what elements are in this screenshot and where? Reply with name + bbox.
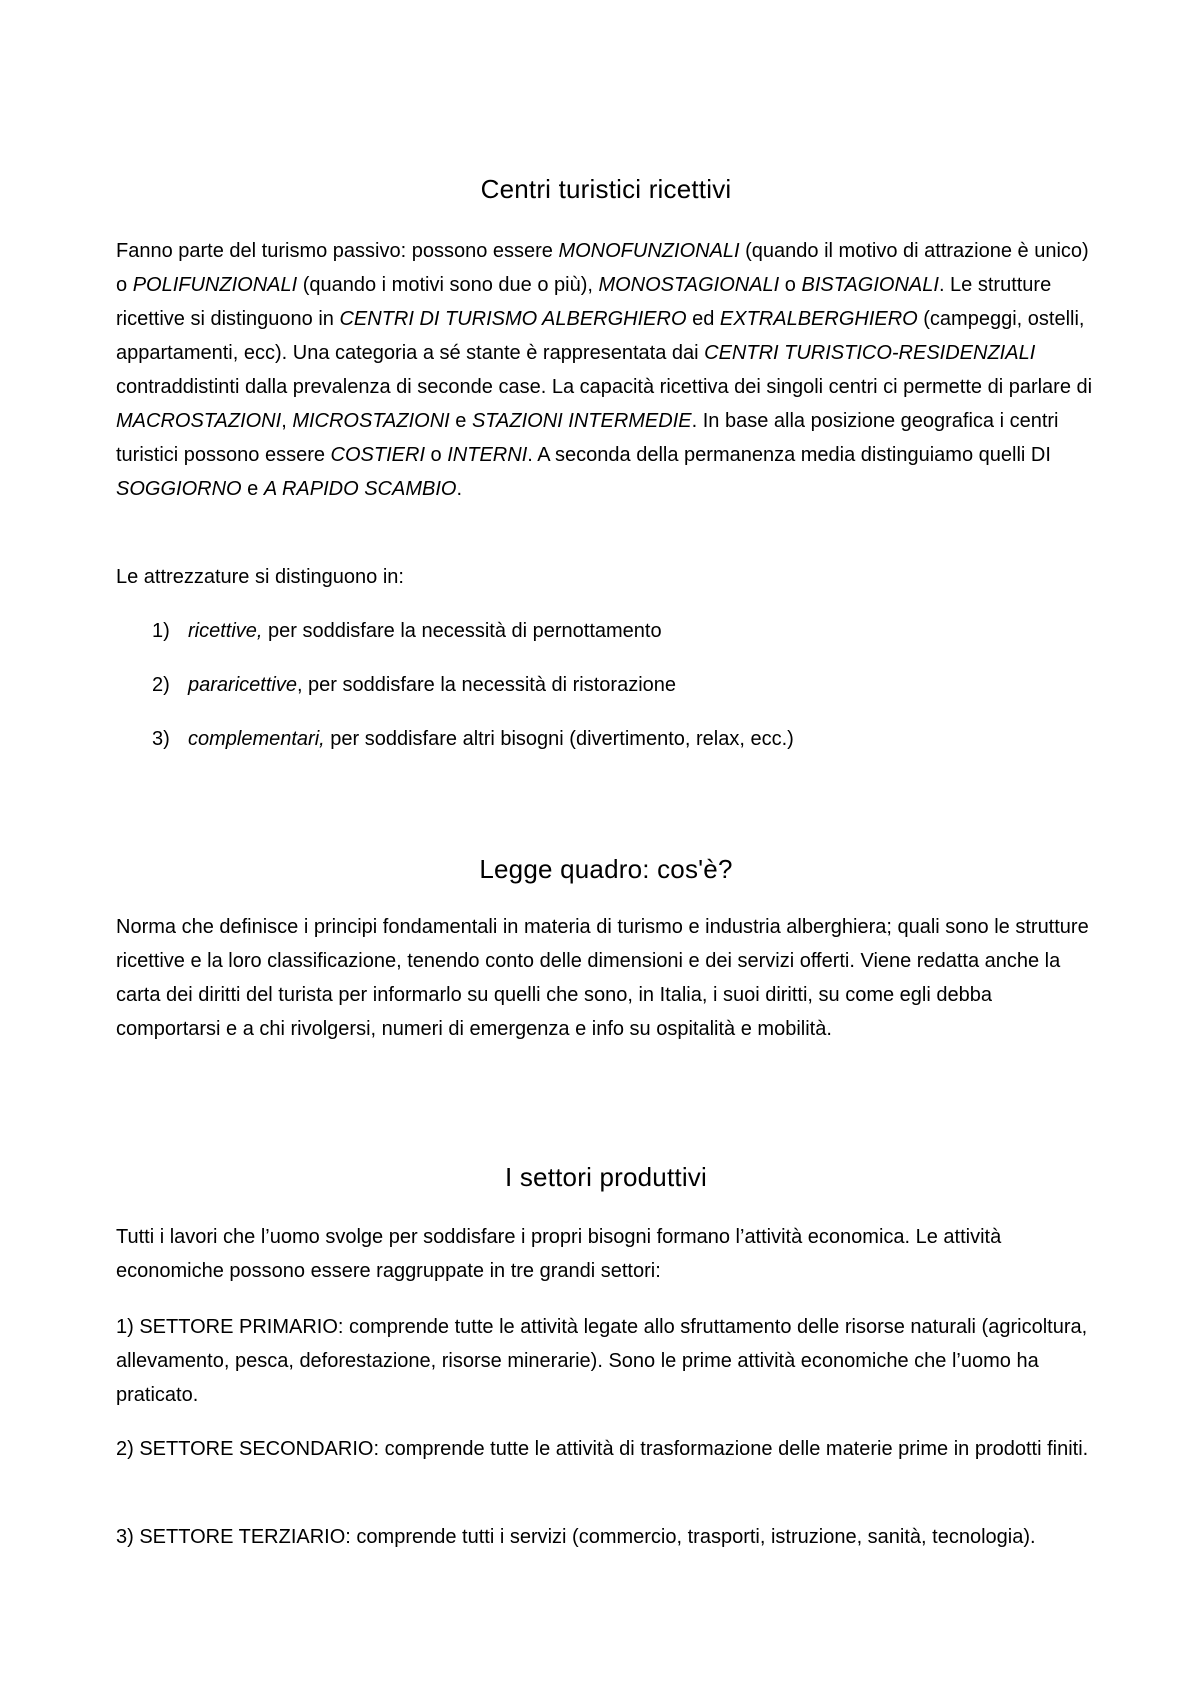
italic-term: INTERNI bbox=[447, 444, 528, 466]
section-title-legge-quadro: Legge quadro: cos'è? bbox=[479, 854, 733, 884]
paragraph-text: . In base alla posizione geografica i centri turistici possono essere bbox=[116, 410, 1059, 466]
paragraph-text: contraddistinti dalla prevalenza di seconde case. La capacità ricettiva dei singoli centri ci permette di parlare di bbox=[116, 376, 1093, 398]
legge-quadro-paragraph: Norma che definisce i principi fondamentali in materia di turismo e industria alberghiera; quali sono le strutture ricettive e la loro classificazione, tenendo conto delle dimensioni e dei servizi offerti. Viene redatta anche la carta dei diritti del turista per informarlo su quelli che sono, in Italia, i suoi diritti, su come egli debba comportarsi e a chi rivolgersi, numeri di emergenza e info su ospitalità e mobilità. bbox=[116, 916, 1089, 1040]
settori-intro: Tutti i lavori che l’uomo svolge per soddisfare i propri bisogni formano l’attività economica. Le attività economiche possono essere raggruppate in tre grandi settori: bbox=[116, 1226, 1002, 1282]
italic-term: MACROSTAZIONI bbox=[116, 410, 282, 432]
settore-secondario: 2) SETTORE SECONDARIO: comprende tutte le attività di trasformazione delle materie prime in prodotti finiti. bbox=[116, 1438, 1089, 1460]
italic-term: EXTRALBERGHIERO bbox=[719, 308, 918, 330]
list-term: complementari, bbox=[188, 728, 325, 750]
italic-term: MONOSTAGIONALI bbox=[598, 274, 780, 296]
settore-primario: 1) SETTORE PRIMARIO: comprende tutte le attività legate allo sfruttamento delle risorse naturali (agricoltura, allevamento, pesca, deforestazione, risorse minerarie). Sono le prime attività economiche che l’uomo ha praticato. bbox=[116, 1316, 1088, 1406]
italic-term: CENTRI TURISTICO-RESIDENZIALI bbox=[704, 342, 1036, 364]
centri-paragraph bbox=[116, 234, 1096, 506]
paragraph-text: ed bbox=[686, 308, 720, 330]
paragraph-text: e bbox=[449, 410, 472, 432]
paragraph-text: e bbox=[241, 478, 264, 500]
list-number: 2) bbox=[152, 674, 170, 696]
paragraph-text: (quando i motivi sono due o più), bbox=[297, 274, 599, 296]
italic-term: STAZIONI INTERMEDIE bbox=[471, 410, 692, 432]
section-title-centri: Centri turistici ricettivi bbox=[480, 174, 732, 204]
italic-term: MONOFUNZIONALI bbox=[558, 240, 740, 262]
list-term: ricettive, bbox=[188, 620, 263, 642]
paragraph-text: Fanno parte del turismo passivo: possono essere bbox=[116, 240, 559, 262]
italic-term: POLIFUNZIONALI bbox=[132, 274, 298, 296]
settore-terziario: 3) SETTORE TERZIARIO: comprende tutti i servizi (commercio, trasporti, istruzione, sanità, tecnologia). bbox=[116, 1526, 1036, 1548]
attrezzature-intro: Le attrezzature si distinguono in: bbox=[116, 566, 404, 588]
italic-term: CENTRI DI TURISMO ALBERGHIERO bbox=[339, 308, 687, 330]
section-title-settori: I settori produttivi bbox=[505, 1162, 707, 1192]
list-number: 3) bbox=[152, 728, 170, 750]
list-text: per soddisfare altri bisogni (divertimento, relax, ecc.) bbox=[324, 728, 794, 750]
list-text: , per soddisfare la necessità di ristorazione bbox=[296, 674, 677, 696]
italic-term: BISTAGIONALI bbox=[801, 274, 939, 296]
paragraph-text: (quando il motivo di attrazione è unico) o bbox=[116, 240, 1089, 296]
paragraph-text: . A seconda della permanenza media distinguiamo quelli DI bbox=[527, 444, 1051, 466]
list-text: per soddisfare la necessità di pernottamento bbox=[262, 620, 662, 642]
paragraph-text: . bbox=[456, 478, 463, 500]
italic-term: SOGGIORNO bbox=[116, 478, 242, 500]
list-number: 1) bbox=[152, 620, 170, 642]
italic-term: COSTIERI bbox=[330, 444, 425, 466]
paragraph-text: , bbox=[281, 410, 293, 432]
paragraph-text: o bbox=[425, 444, 448, 466]
paragraph-text: . Le strutture ricettive si distinguono in bbox=[116, 274, 1052, 330]
italic-term: MICROSTAZIONI bbox=[292, 410, 450, 432]
paragraph-text: (campeggi, ostelli, appartamenti, ecc). Una categoria a sé stante è rappresentata dai bbox=[116, 308, 1085, 364]
list-term: pararicettive bbox=[188, 674, 297, 696]
italic-term: A RAPIDO SCAMBIO bbox=[263, 478, 457, 500]
paragraph-text: o bbox=[779, 274, 802, 296]
